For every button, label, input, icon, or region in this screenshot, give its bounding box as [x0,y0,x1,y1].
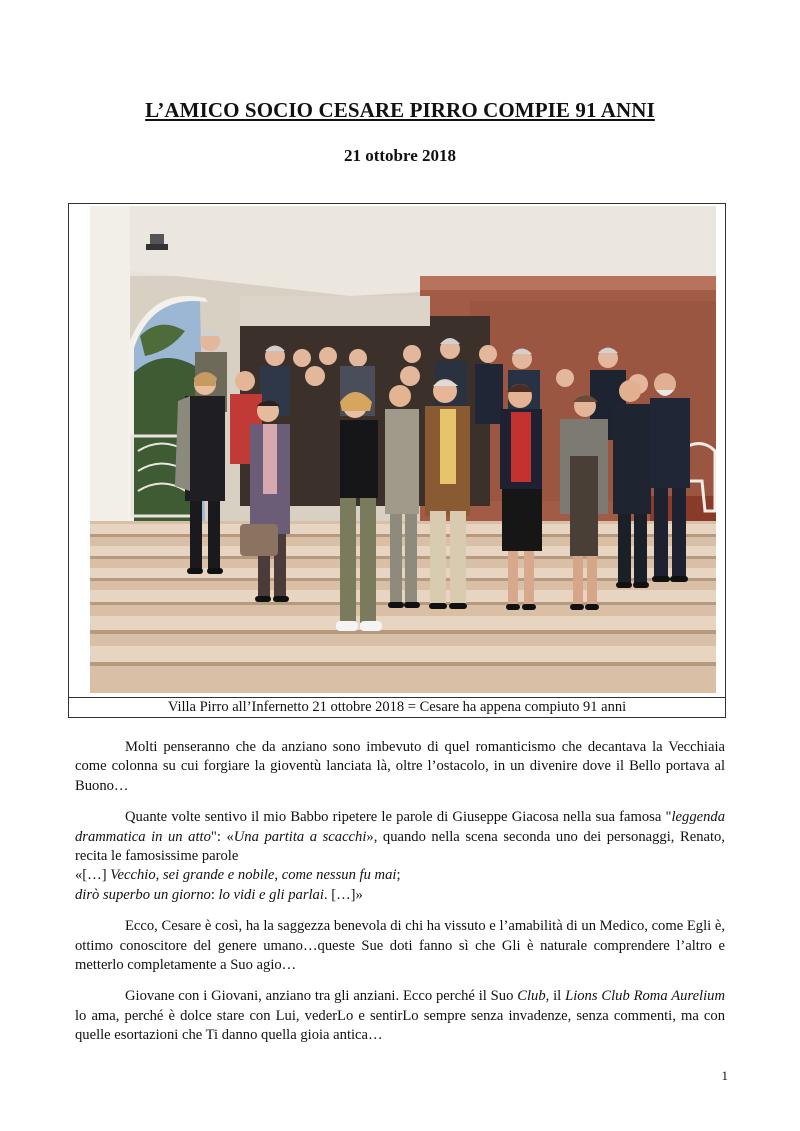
italic-run: Vecchio [110,867,156,884]
group-photo [90,206,716,693]
italic-run: lo vidi e gli parlai [218,886,324,903]
text-run: Quante volte sentivo il mio Babbo ripetere le parole di Giuseppe Giacosa nella sua famosa " [125,809,672,826]
text-run: , [155,867,163,884]
paragraph-3: Ecco, Cesare è così, ha la saggezza benevola di chi ha vissuto e l’amabilità di un Medico, come Egli è, ottimo conoscitore del genere umano…queste Sue doti fanno sì che Gli è naturale comprendere l’altro e metterlo completamente a Suo agio… [75,918,725,974]
page-number: 1 [721,1068,728,1083]
italic-run: Una partita a scacchi [233,828,367,845]
paragraph-1: Molti penseranno che da anziano sono imbevuto di quel romanticismo che decantava la Vecchiaia come colonna su cui forgiare la gioventù lanciata là, oltre l’ostacolo, in un divenire dove il Bello portava al Buono… [75,739,725,794]
verse-line-2 [75,886,725,905]
text-run: ; [396,867,401,884]
text-run: . […]» [323,886,363,903]
italic-run: come nessun fu mai [281,867,397,884]
italic-run: leggenda drammatica in un atto [75,809,725,845]
caption-divider [69,697,725,698]
document-date: 21 ottobre 2018 [343,146,457,165]
paragraph-2 [75,808,725,866]
italic-run: Club [517,988,546,1005]
text-run: : [210,886,219,903]
text-run: , [274,867,282,884]
italic-run: sei grande e nobile [162,867,275,884]
paragraph-4 [75,987,725,1045]
text-run: ": « [210,828,234,845]
italic-run: dirò superbo un giorno [75,886,211,903]
photo-figure [68,203,726,718]
verse-quote [75,866,725,905]
text-run: Giovane con i Giovani, anziano tra gli anziani. Ecco perché il Suo [125,988,518,1005]
page-title: L’AMICO SOCIO CESARE PIRRO COMPIE 91 ANNI [145,98,655,122]
article-body [75,738,725,1058]
photo-caption: Villa Pirro all’Infernetto 21 ottobre 2018 = Cesare ha appena compiuto 91 anni [167,699,627,715]
text-run: lo ama, perché è dolce stare con Lui, vederLo e sentirLo sempre senza invadenze, senza commenti, ma con quelle esortazioni che Ti danno quella gioia antica… [75,1007,725,1044]
text-run: , il [545,988,566,1005]
group-photo-icon [90,206,716,693]
italic-run: Lions Club Roma Aurelium [565,988,726,1005]
text-run: », quando nella scena seconda uno dei personaggi, Renato, recita le famosissime parole [75,828,725,865]
verse-line-1 [75,866,725,885]
text-run: «[…] [75,867,111,884]
